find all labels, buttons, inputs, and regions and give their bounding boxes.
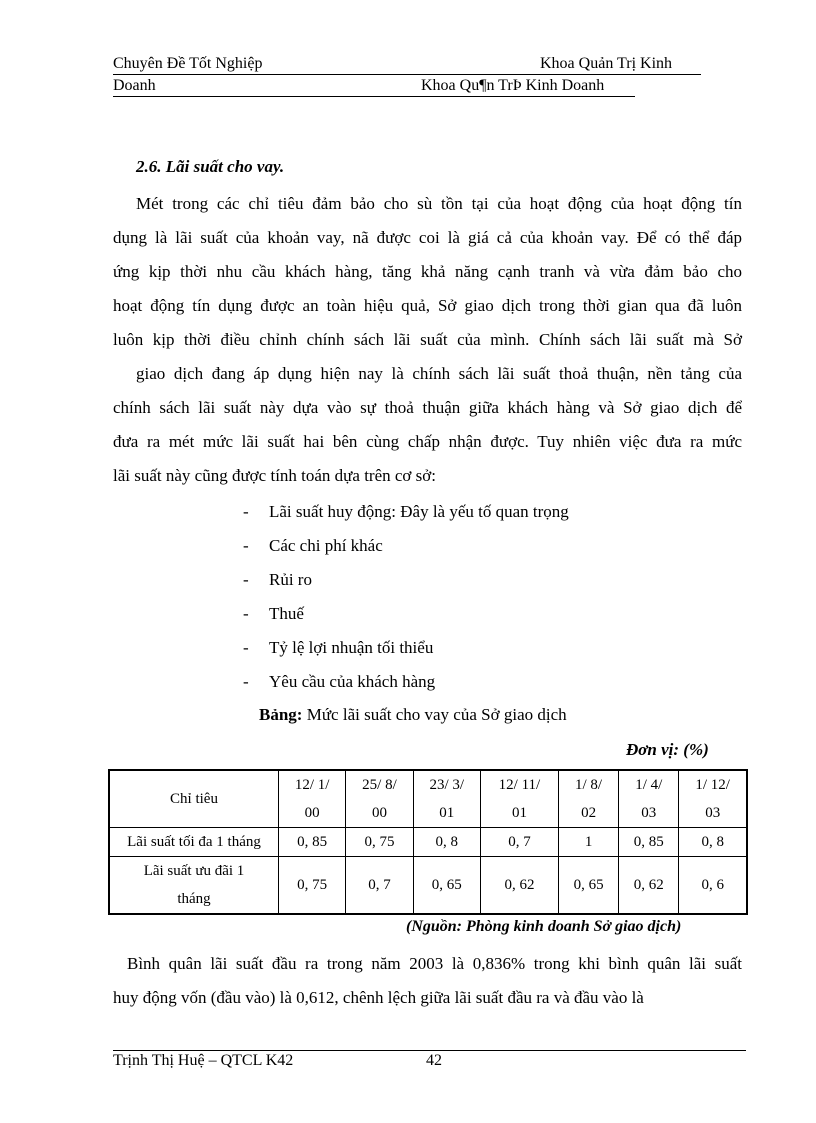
table-cell: 0, 85 bbox=[279, 828, 346, 857]
paragraph-2-line: giao dịch đang áp dụng hiện nay là chính sách lãi suất thoả thuận, nền tảng của bbox=[136, 364, 742, 383]
table-cell: 0, 65 bbox=[558, 857, 618, 915]
date-line: 01 bbox=[511, 805, 527, 821]
table-source: (Nguồn: Phòng kinh doanh Sở giao dịch) bbox=[406, 918, 682, 935]
list-item bbox=[243, 497, 569, 531]
table-cell: 1 bbox=[558, 828, 618, 857]
date-line: 1/ 8/ bbox=[575, 777, 603, 793]
row-label-line: tháng bbox=[177, 891, 211, 907]
table-cell: 0, 85 bbox=[619, 828, 679, 857]
footer-author: Trịnh Thị Huệ – QTCL K42 bbox=[113, 1052, 294, 1069]
date-line: 00 bbox=[371, 805, 387, 821]
header-title-left: Chuyên Đề Tốt Nghiệp bbox=[113, 55, 263, 72]
header-faculty-right: Khoa Quản Trị Kinh bbox=[540, 55, 673, 72]
list-item bbox=[243, 531, 569, 565]
page-number: 42 bbox=[426, 1052, 442, 1069]
paragraph-3-line: huy động vốn (đầu vào) là 0,612, chênh lệch giữa lãi suất đầu ra và đầu vào là bbox=[113, 988, 644, 1007]
bullet-dash: - bbox=[243, 570, 249, 589]
paragraph-1-line: ứng kịp thời nhu cầu khách hàng, tăng khả năng cạnh tranh và vừa đảm bảo cho bbox=[113, 262, 742, 281]
list-item-text: Thuế bbox=[269, 604, 304, 623]
bullet-dash: - bbox=[243, 536, 249, 555]
header-cell-date bbox=[279, 770, 346, 828]
table-cell: 0, 75 bbox=[346, 828, 413, 857]
header-cell-date bbox=[558, 770, 618, 828]
header-rule-2 bbox=[113, 96, 635, 97]
list-item-text: Các chi phí khác bbox=[269, 536, 383, 555]
row-label: Lãi suất tối đa 1 tháng bbox=[109, 828, 279, 857]
date-line: 1/ 12/ bbox=[695, 777, 730, 793]
date-line: 00 bbox=[304, 805, 320, 821]
date-line: 01 bbox=[439, 805, 455, 821]
header-cell-date bbox=[346, 770, 413, 828]
header-rule-1 bbox=[113, 74, 701, 75]
table-cell: 0, 62 bbox=[619, 857, 679, 915]
table-row bbox=[109, 857, 747, 915]
list-item-text: Rủi ro bbox=[269, 570, 312, 589]
table-cell: 0, 75 bbox=[279, 857, 346, 915]
header-cell-date bbox=[679, 770, 747, 828]
paragraph-1 bbox=[113, 187, 742, 357]
date-line: 03 bbox=[641, 805, 657, 821]
table-caption bbox=[259, 705, 567, 725]
paragraph-3-line: Bình quân lãi suất đầu ra trong năm 2003 là 0,836% trong khi bình quân lãi suất bbox=[127, 954, 742, 973]
table-cell: 0, 7 bbox=[346, 857, 413, 915]
date-line: 1/ 4/ bbox=[635, 777, 663, 793]
header-cell-date bbox=[480, 770, 558, 828]
table-cell: 0, 6 bbox=[679, 857, 747, 915]
list-item-text: Yêu cầu của khách hàng bbox=[269, 672, 436, 691]
date-line: 23/ 3/ bbox=[429, 777, 465, 793]
paragraph-1-line: luôn kịp thời điều chỉnh chính sách lãi suất của mình. Chính sách lãi suất mà Sở bbox=[113, 330, 742, 349]
table-cell: 0, 8 bbox=[413, 828, 480, 857]
bullet-dash: - bbox=[243, 638, 249, 657]
bullet-dash: - bbox=[243, 604, 249, 623]
header-continuation-left: Doanh bbox=[113, 77, 156, 94]
date-line: 02 bbox=[581, 805, 597, 821]
list-item bbox=[243, 633, 569, 667]
unit-label: Đơn vị: (%) bbox=[626, 740, 709, 759]
paragraph-2 bbox=[113, 357, 742, 493]
paragraph-2-line: đưa ra mét mức lãi suất hai bên cùng chấp nhận được. Tuy nhiên việc đưa ra mức bbox=[113, 432, 742, 451]
header-faculty-garbled: Khoa Qu¶n TrÞ Kinh Doanh bbox=[421, 77, 605, 94]
list-item-text: Tỷ lệ lợi nhuận tối thiểu bbox=[269, 638, 434, 657]
table-caption-text: Mức lãi suất cho vay của Sở giao dịch bbox=[306, 705, 567, 724]
table-caption-label: Bảng: bbox=[259, 705, 303, 724]
table-cell: 0, 62 bbox=[480, 857, 558, 915]
date-line: 25/ 8/ bbox=[362, 777, 397, 793]
row-label-line: Lãi suất ưu đãi 1 bbox=[143, 863, 245, 879]
bullet-dash: - bbox=[243, 502, 249, 521]
list-item bbox=[243, 667, 569, 701]
paragraph-3 bbox=[113, 947, 742, 1015]
paragraph-1-line: Mét trong các chỉ tiêu đảm bảo cho sù tồn tại của hoạt động của hoạt động tín bbox=[136, 194, 742, 213]
paragraph-2-line: chính sách lãi suất này dựa vào sự thoả thuận giữa khách hàng và Sở giao dịch để bbox=[113, 398, 742, 417]
date-line: 03 bbox=[705, 805, 721, 821]
paragraph-1-line: hoạt động tín dụng được an toàn hiệu quả, Sở giao dịch trong thời gian qua đã luôn bbox=[113, 296, 742, 315]
interest-rate-table bbox=[108, 769, 748, 915]
header-cell-date bbox=[413, 770, 480, 828]
header-cell-date bbox=[619, 770, 679, 828]
date-line: 12/ 1/ bbox=[294, 777, 330, 793]
footer-rule bbox=[113, 1050, 746, 1051]
section-title: 2.6. Lãi suất cho vay. bbox=[136, 157, 285, 176]
header-cell-indicator: Chỉ tiêu bbox=[109, 770, 279, 828]
bullet-dash: - bbox=[243, 672, 249, 691]
table-cell: 0, 65 bbox=[413, 857, 480, 915]
list-item bbox=[243, 599, 569, 633]
paragraph-2-line: lãi suất này cũng được tính toán dựa trên cơ sở: bbox=[113, 466, 436, 485]
list-item bbox=[243, 565, 569, 599]
row-label bbox=[109, 857, 279, 915]
paragraph-1-line: dụng là lãi suất của khoản vay, nã được coi là giá cả của khoản vay. Để có thể đáp bbox=[113, 228, 742, 247]
date-line: 12/ 11/ bbox=[498, 777, 541, 793]
table-cell: 0, 7 bbox=[480, 828, 558, 857]
factor-list bbox=[243, 497, 569, 701]
list-item-text: Lãi suất huy động: Đây là yếu tố quan trọng bbox=[269, 502, 569, 521]
table-row bbox=[109, 828, 747, 857]
table-cell: 0, 8 bbox=[679, 828, 747, 857]
table-header-row bbox=[109, 770, 747, 828]
